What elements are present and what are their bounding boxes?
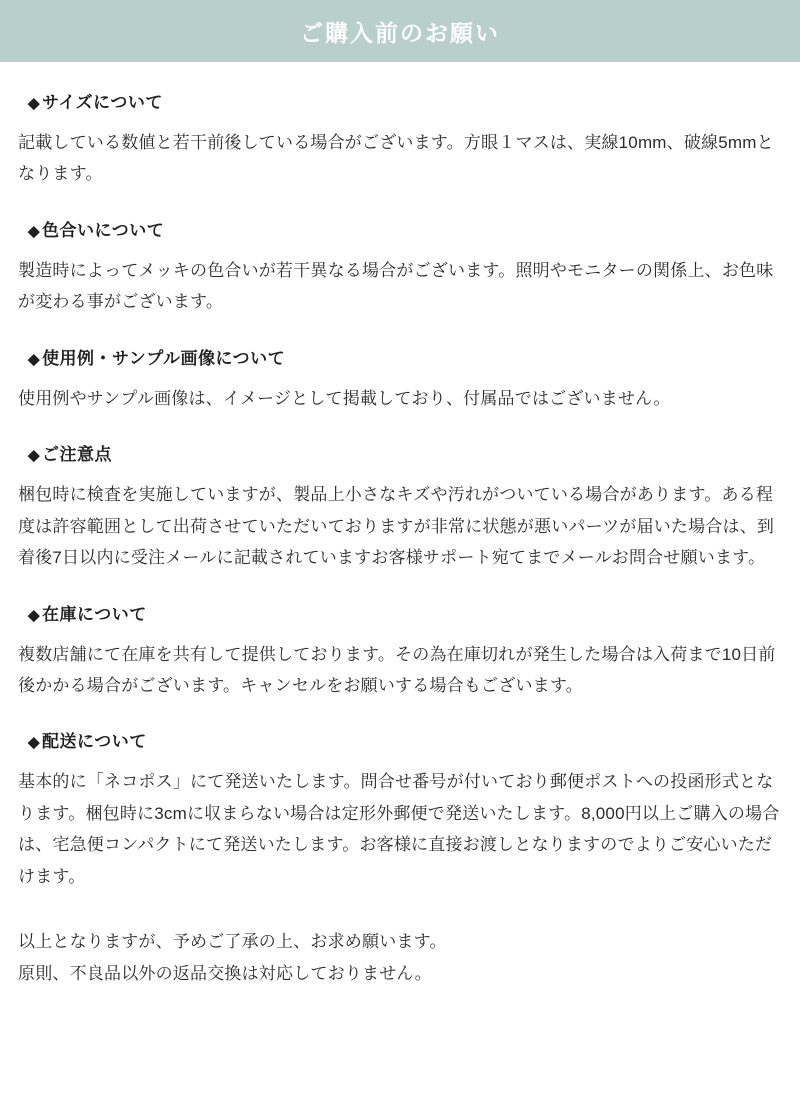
section-cautions (16, 440, 784, 573)
section-sample-image (16, 344, 784, 414)
diamond-icon: ◆ (28, 447, 41, 465)
section-heading-color (28, 216, 784, 241)
page-title: ご購入前のお願い (300, 19, 500, 46)
section-heading-sample-image (28, 344, 784, 369)
section-body-size: 記載している数値と若干前後している場合がございます。方眼１マスは、実線10mm、破線5mmとなります。 (18, 133, 774, 184)
section-heading-shipping-label: 配送について (42, 732, 147, 752)
section-heading-color-label: 色合いについて (42, 220, 165, 240)
closing-line-1: 以上となりますが、予めご了承の上、お求め願います。 (18, 932, 447, 952)
diamond-icon: ◆ (28, 222, 41, 240)
closing-line-2: 原則、不良品以外の返品交換は対応しておりません。 (18, 963, 432, 983)
section-body-shipping: 基本的に「ネコポス」にて発送いたします。問合せ番号が付いており郵便ポストへの投函形式となります。梱包時に3cmに収まらない場合は定形外郵便で発送いたします。8,000円以上ご購入の場合は、宅急便コンパクトにて発送いたします。お客様に直接お渡しとなりますのでよりご安心いただけます。 (18, 772, 780, 886)
section-heading-cautions (28, 440, 784, 465)
section-heading-sample-image-label: 使用例・サンプル画像について (42, 348, 286, 368)
section-heading-stock-label: 在庫について (42, 604, 147, 624)
diamond-icon: ◆ (28, 606, 41, 624)
diamond-icon: ◆ (28, 350, 41, 368)
section-heading-size-label: サイズについて (42, 93, 163, 112)
section-heading-shipping (28, 727, 784, 752)
section-size (16, 88, 784, 190)
diamond-icon: ◆ (28, 734, 41, 752)
section-heading-size (28, 88, 784, 113)
closing-note (18, 926, 784, 989)
notice-content (0, 88, 800, 999)
section-shipping (16, 727, 784, 892)
section-body-stock: 複数店舗にて在庫を共有して提供しております。その為在庫切れが発生した場合は入荷まで10日前後かかる場合がございます。キャンセルをお願いする場合もございます。 (18, 644, 776, 695)
page-header-band (0, 0, 800, 62)
section-body-sample-image: 使用例やサンプル画像は、イメージとして掲載しており、付属品ではございません。 (18, 388, 671, 408)
section-color (16, 216, 784, 318)
section-heading-cautions-label: ご注意点 (42, 445, 113, 465)
section-stock (16, 600, 784, 702)
diamond-icon: ◆ (28, 95, 41, 112)
section-body-cautions: 梱包時に検査を実施していますが、製品上小さなキズや汚れがついている場合があります。ある程度は許容範囲として出荷させていただいておりますが非常に状態が悪いパーツが届いた場合は、到着後7日以内に受注メールに記載されていますお客様サポート宛てまでメールお問合せ願います。 (18, 485, 775, 568)
section-body-color: 製造時によってメッキの色合いが若干異なる場合がございます。照明やモニターの関係上、お色味が変わる事がございます。 (18, 260, 774, 312)
section-heading-stock (28, 600, 784, 625)
